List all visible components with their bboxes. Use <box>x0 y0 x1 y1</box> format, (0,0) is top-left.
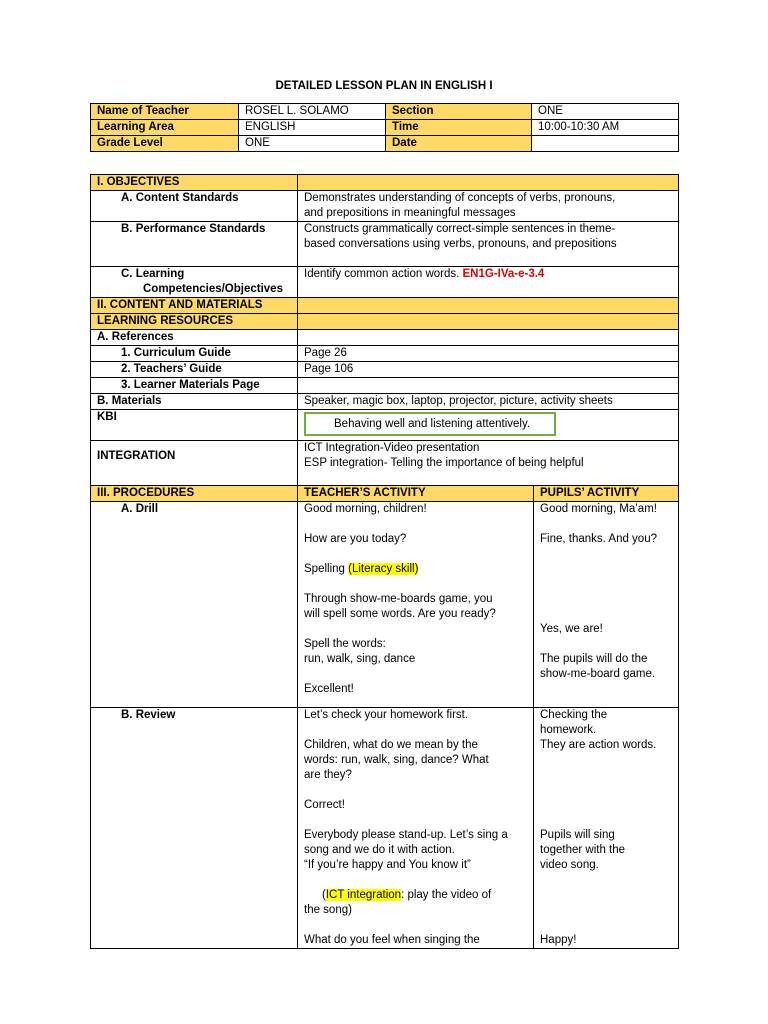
drill-pupils-activity: Good morning, Ma’am! Fine, thanks. And you? Yes, we are! The pupils will do the show-me-board game. <box>534 502 679 708</box>
teacher-activity-heading: TEACHER’S ACTIVITY <box>298 486 534 502</box>
curriculum-guide-label: 1. Curriculum Guide <box>91 346 298 362</box>
materials-value: Speaker, magic box, laptop, projector, picture, activity sheets <box>298 394 679 410</box>
review-teacher-activity: Let’s check your homework first. Children, what do we mean by the words: run, walk, sing, dance? What are they? Correct! Everybody please stand-up. Let’s sing a song and we do it with action. “If you’re happy and You know it” (ICT integration: play the video of the song) What do you feel when singing the <box>298 708 534 949</box>
learner-materials-value <box>298 378 679 394</box>
section-value: ONE <box>532 104 679 120</box>
pupils-activity-heading: PUPILS’ ACTIVITY <box>534 486 679 502</box>
ict-integration-highlight: ICT integration <box>325 889 402 901</box>
performance-standards-value: Constructs grammatically correct-simple sentences in theme- based conversations using verbs, pronouns, and prepositions <box>298 222 679 267</box>
time-label: Time <box>386 120 532 136</box>
document-title: DETAILED LESSON PLAN IN ENGLISH I <box>275 80 493 92</box>
review-label: B. Review <box>91 708 298 949</box>
competencies-label: C. Learning Competencies/Objectives <box>91 267 298 298</box>
content-standards-label: A. Content Standards <box>91 191 298 222</box>
kbi-value: Behaving well and listening attentively. <box>304 412 556 436</box>
competency-code: EN1G-IVa-e-3.4 <box>462 268 545 280</box>
materials-label: B. Materials <box>91 394 298 410</box>
learner-materials-label: 3. Learner Materials Page <box>91 378 298 394</box>
header-table <box>90 103 679 152</box>
integration-value: ICT Integration-Video presentation ESP integration- Telling the importance of being helpful <box>298 441 679 486</box>
content-standards-value: Demonstrates understanding of concepts of verbs, pronouns, and prepositions in meaningful messages <box>298 191 679 222</box>
drill-label: A. Drill <box>91 502 298 708</box>
teacher-value: ROSEL L. SOLAMO <box>239 104 386 120</box>
objectives-heading: I. OBJECTIVES <box>91 175 298 191</box>
time-value: 10:00-10:30 AM <box>532 120 679 136</box>
grade-label: Grade Level <box>91 136 239 152</box>
grade-value: ONE <box>239 136 386 152</box>
learning-resources-heading: LEARNING RESOURCES <box>91 314 298 330</box>
drill-teacher-activity: Good morning, children! How are you today? Spelling (Literacy skill) Through show-me-boards game, you will spell some words. Are you ready? Spell the words: run, walk, sing, dance Excellent! <box>298 502 534 708</box>
area-label: Learning Area <box>91 120 239 136</box>
curriculum-guide-value: Page 26 <box>298 346 679 362</box>
teachers-guide-value: Page 106 <box>298 362 679 378</box>
section-label: Section <box>386 104 532 120</box>
competencies-value: Identify common action words. EN1G-IVa-e-3.4 <box>298 267 679 298</box>
literacy-skill-highlight: (Literacy skill) <box>348 563 419 575</box>
lesson-table <box>90 174 679 949</box>
content-materials-heading: II. CONTENT AND MATERIALS <box>91 298 298 314</box>
date-label: Date <box>386 136 532 152</box>
teacher-label: Name of Teacher <box>91 104 239 120</box>
area-value: ENGLISH <box>239 120 386 136</box>
procedures-heading: III. PROCEDURES <box>91 486 298 502</box>
review-pupils-activity: Checking the homework. They are action words. Pupils will sing together with the video song. Happy! <box>534 708 679 949</box>
integration-label: INTEGRATION <box>91 441 298 486</box>
references-label: A. References <box>91 330 298 346</box>
teachers-guide-label: 2. Teachers’ Guide <box>91 362 298 378</box>
kbi-label: KBI <box>91 410 298 441</box>
performance-standards-label: B. Performance Standards <box>91 222 298 267</box>
date-value <box>532 136 679 152</box>
